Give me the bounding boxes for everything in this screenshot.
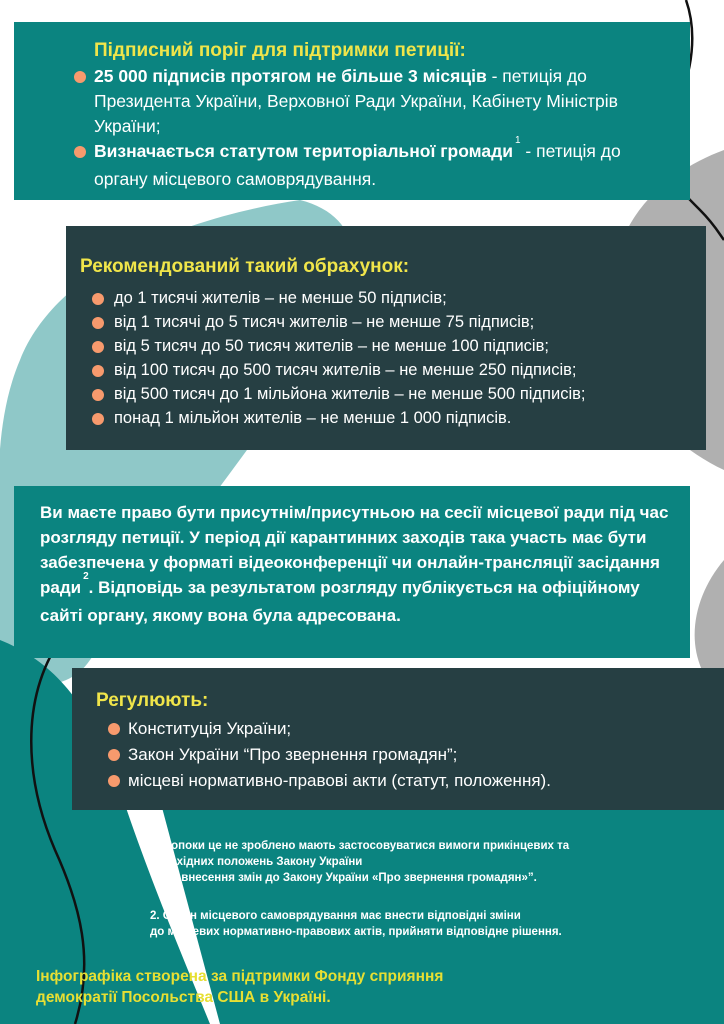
threshold-item-local-rest: - петиція до органу місцевого самоврядування.	[94, 141, 621, 189]
threshold-item-national	[94, 64, 660, 139]
calculation-item-text: від 100 тисяч до 500 тисяч жителів – не менше 250 підписів;	[114, 361, 577, 379]
bullet-icon	[92, 293, 104, 305]
footnote-2-line-1: 2. Орган місцевого самоврядування має внести відповідні зміни	[150, 910, 521, 922]
threshold-title: Підписний поріг для підтримки петиції:	[94, 40, 466, 61]
response-paragraph: Відповідь за результатом розгляду публікується на офіційному сайті органу, якому вона була адресована.	[40, 578, 640, 625]
bullet-icon	[92, 389, 104, 401]
calculation-item	[114, 406, 686, 430]
calculation-item-text: від 500 тисяч до 1 мільйона жителів – не менше 500 підписів;	[114, 385, 586, 403]
petition-threshold-panel	[14, 22, 690, 200]
bullet-icon	[92, 317, 104, 329]
footnote-1-line-1: 1. Допоки це не зроблено мають застосовуватися вимоги прикінцевих та	[150, 840, 570, 852]
calculation-item-text: від 1 тисячі до 5 тисяч жителів – не менше 75 підписів;	[114, 313, 535, 331]
regulation-item	[128, 742, 704, 768]
calculation-item	[114, 382, 686, 406]
regulation-item	[128, 768, 704, 794]
calculation-item	[114, 358, 686, 382]
bullet-icon	[108, 749, 120, 761]
bullet-icon	[108, 775, 120, 787]
calculation-item	[114, 310, 686, 334]
bullet-icon	[74, 146, 86, 158]
threshold-item-national-rest: - петиція до Президента України, Верховної Ради України, Кабінету Міністрів України;	[94, 66, 618, 136]
bullet-icon	[92, 341, 104, 353]
footnote-2	[150, 908, 562, 940]
threshold-item-local-bold: Визначається статутом територіальної громади	[94, 141, 513, 161]
bullet-icon	[92, 413, 104, 425]
calculation-list	[80, 286, 686, 430]
footnote-ref-2: 2	[83, 571, 89, 582]
regulation-list	[96, 716, 704, 794]
attendance-text	[40, 500, 672, 628]
calculation-panel	[66, 226, 706, 450]
regulation-item-text: Конституція України;	[128, 719, 292, 738]
calculation-item-text: понад 1 мільйон жителів – не менше 1 000 підписів.	[114, 409, 512, 427]
regulation-panel	[72, 668, 724, 810]
regulation-item-text: Закон України “Про звернення громадян”;	[128, 745, 458, 764]
threshold-item-local	[94, 135, 660, 192]
sponsor-credit-line-1: Інфографіка створена за підтримки Фонду сприяння	[36, 968, 444, 985]
bullet-icon	[74, 71, 86, 83]
footnote-2-line-2: до місцевих нормативно-правових актів, прийняти відповідне рішення.	[150, 926, 562, 938]
calculation-item	[114, 286, 686, 310]
bullet-icon	[108, 723, 120, 735]
calculation-title: Рекомендований такий обрахунок:	[80, 256, 410, 277]
calculation-item	[114, 334, 686, 358]
attendance-panel	[14, 486, 690, 658]
regulation-item	[128, 716, 704, 742]
attendance-paragraph: Ви маєте право бути присутнім/присутньою на сесії місцевої ради під час розгляду петиції. У період дії карантинних заходів така участь має бути забезпечена у форматі відеоконференції чи онлайн-трансляції засідання ради	[40, 503, 669, 597]
footnote-1	[150, 838, 569, 886]
bullet-icon	[92, 365, 104, 377]
sponsor-credit-line-2: демократії Посольства США в Україні.	[36, 989, 331, 1006]
footnote-ref-1: 1	[514, 135, 521, 146]
footnote-1-line-3: “Про внесення змін до Закону України «Про звернення громадян»”.	[150, 872, 537, 884]
calculation-item-text: до 1 тисячі жителів – не менше 50 підписів;	[114, 289, 447, 307]
threshold-item-national-bold: 25 000 підписів протягом не більше 3 місяців	[94, 66, 487, 86]
regulation-title: Регулюють:	[96, 690, 209, 711]
sponsor-credit	[36, 966, 443, 1008]
attendance-period: .	[88, 578, 94, 597]
regulation-item-text: місцеві нормативно-правові акти (статут, положення).	[128, 771, 551, 790]
footnote-1-line-2: перехідних положень Закону України	[150, 856, 363, 868]
calculation-item-text: від 5 тисяч до 50 тисяч жителів – не менше 100 підписів;	[114, 337, 549, 355]
